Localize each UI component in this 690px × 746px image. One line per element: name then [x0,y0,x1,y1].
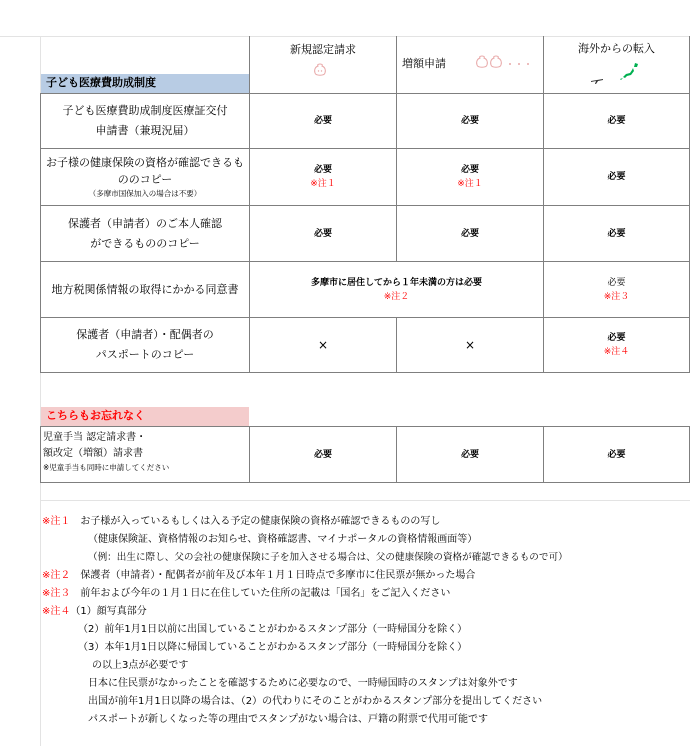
row-label-small: ※児童手当も同時に申請してください [43,463,170,472]
row-label [41,318,249,372]
required-text: 必要 [313,449,332,460]
footnote [92,658,188,673]
row-label-line: ができるもののコピー [90,236,200,250]
footnote [88,532,477,547]
row-label-line: パスポートのコピー [95,348,195,361]
required-text: 必要 [460,165,479,175]
row-label-line: 額改定（増額）請求書 [43,448,143,459]
cell-increase [397,427,543,482]
footnote-text: （1）顔写真部分 [70,606,147,617]
footnote [78,640,467,655]
grid-line [0,36,690,37]
cell-new [250,94,396,148]
required-text: 必要 [313,165,332,175]
cell-abroad [544,149,689,205]
cell-new [250,149,396,205]
footnote-text: （3）本年1月1日以降に帰国していることがわかるスタンプ部分（一時帰国分を除く） [78,642,468,653]
cell-increase [397,94,543,148]
row-label [41,206,249,261]
footnote-text: （健康保険証、資格情報のお知らせ、資格確認書、マイナポータルの資格情報画面等） [88,534,478,545]
note-ref: ※注３ [603,291,630,302]
footnote-text: （例：出生に際し、父の会社の健康保険に子を加入させる場合は、父の健康保険の資格が確認できるもので可） [88,552,568,563]
row-label [41,149,249,205]
baby-face-icon [312,62,328,82]
row-label-line: 申請書（兼現況届） [95,124,195,137]
footnote-tag: ※注１ [42,516,71,527]
cell-increase [397,318,543,372]
row-label [43,430,248,474]
cell-abroad [544,94,689,148]
required-text: 必要 [460,449,479,460]
required-text: 必要 [607,116,626,126]
required-text: 必要 [460,228,479,239]
footnote [42,568,475,583]
required-text: 必要 [313,116,332,126]
footnote [88,676,518,691]
row-label-line: 保護者（申請者）のご本人確認 [68,216,222,230]
cross-mark: × [464,338,476,352]
row-label-line: 保護者（申請者）・配偶者の [76,328,214,341]
row-label-line: 児童手当 認定請求書・ [43,432,147,443]
footnote [42,586,450,601]
section-title-medical: 子ども医療費助成制度 [41,74,249,93]
footnote-text: 日本に住民票がなかったことを確認するために必要なので、一時帰国時のスタンプは対象外です [88,678,518,689]
footnote [88,712,488,727]
cell-merged [250,262,543,317]
note-ref: ※注１ [457,179,483,189]
cell-abroad [544,262,689,317]
note-ref: ※注２ [383,291,410,302]
row-label [41,94,249,148]
column-header-new: 新規認定請求 [290,43,356,56]
footnote [42,604,147,619]
cell-abroad [544,427,689,482]
table-border [40,426,41,483]
airplane-icon [590,70,604,89]
japan-map-icon [618,62,640,86]
footnote-text: 出国が前年1月1日以降の場合は、（2）の代わりにそのことがわかるスタンプ部分を提出してください [88,696,543,707]
cell-new [250,206,396,261]
row-label [41,262,249,317]
footnote-tag: ※注２ [42,570,71,581]
footnote-text: パスポートが新しくなった等の理由でスタンプがない場合は、戸籍の附票で代用可能です [88,714,488,725]
footnote [42,514,440,529]
required-text: 必要 [607,449,626,460]
row-label-line: 子ども医療費助成制度医療証交付 [62,104,228,117]
cell-increase [397,206,543,261]
banner-arrow [240,407,249,426]
cell-new [250,318,396,372]
baby-face-icon [474,54,534,74]
footnote-tag: ※注３ [42,588,71,599]
footnote [78,622,467,637]
column-header-increase: 増額申請 [402,57,446,70]
footnote-text: （2）前年1月1日以前に出国していることがわかるスタンプ部分（一時帰国分を除く） [78,624,468,635]
table-border [40,372,690,373]
table-border [40,482,690,483]
footnote-tag: ※注４ [42,606,71,617]
row-label-line: ののコピー [117,173,173,186]
required-text: 多摩市に居住してから１年未満の方は必要 [310,277,482,288]
note-ref: ※注１ [310,179,336,189]
grid-line [40,500,690,501]
footnote-text: 前年および今年の１月１日に在住していた住所の記載は「国名」をご記入ください [70,588,451,599]
required-text: 必要 [607,172,626,182]
cell-new [250,427,396,482]
required-text: 必要 [460,116,479,126]
required-text: 必要 [607,333,626,343]
required-text: 必要 [607,277,626,288]
cross-mark: × [317,338,329,352]
required-text: 必要 [313,228,332,239]
footnote-text: 保護者（申請者）・配偶者が前年及び本年１月１日時点で多摩市に住民票が無かった場合 [70,570,476,581]
banner-arrow [240,74,249,93]
row-label-line: 地方税関係情報の取得にかかる同意書 [51,282,239,296]
cell-abroad [544,206,689,261]
row-label-small: （多摩市国保加入の場合は不要） [88,189,202,198]
cell-increase [397,149,543,205]
section-title-reminder: こちらもお忘れなく [41,407,249,426]
row-label-line: お子様の健康保険の資格が確認できるも [46,156,244,169]
column-header-abroad: 海外からの転入 [578,42,655,55]
footnote-text: の以上3点が必要です [92,660,189,671]
cell-abroad [544,318,689,372]
footnote-text: お子様が入っているもしくは入る予定の健康保険の資格が確認できるものの写し [70,516,441,527]
required-text: 必要 [607,228,626,239]
footnote [88,550,568,565]
note-ref: ※注４ [603,347,630,357]
footnote [88,694,542,709]
